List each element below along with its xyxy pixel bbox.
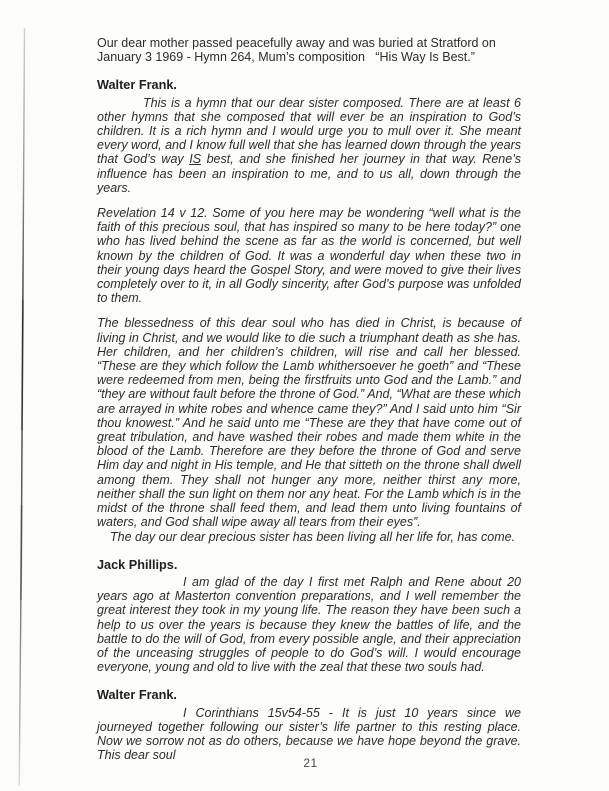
walter-hymn-paragraph [97,96,521,195]
walter-hymn-text-post: best, and she finished her journey in that way. Rene’s influence has been an inspiration to me, and to us all, down through the years. [97,152,521,195]
intro-paragraph [97,36,521,64]
intro-line-1: Our dear mother passed peacefully away and was buried at Stratford on [97,36,496,50]
speaker-heading-walter-1: Walter Frank. [97,78,177,93]
closing-line: The day our dear precious sister has been living all her life for, has come. [110,529,516,544]
text-column [97,36,521,762]
intro-line-2: January 3 1969 - Hymn 264, Mum’s composition “His Way Is Best.” [97,50,475,65]
walter-hymn-text-pre: This is a hymn that our dear sister composed. There are at least 6 other hymns that she composed that will ever be an inspiration to God’s children. It is a rich hymn and I would urge you to mull over it. She meant every word, and I know full well that she has learned down through the years that God’s way [97,95,521,167]
page-number: 21 [303,756,318,770]
speaker-heading-jack: Jack Phillips. [97,557,178,572]
blessedness-paragraph: The blessedness of this dear soul who has died in Christ, is because of living in Christ, and we would like to die such a triumphant death as she has. Her children, and her children’s children, will rise and call her blessed. “These are they which follow the Lamb whithersoever he goeth” and “These were redeemed from men, being the firstfruits unto God and the Lamb.” and “they are without fault before the throne of God.” And, “What are these which are arrayed in white robes and whence came they?” And I said unto him “Sir thou knowest.” And he said unto me “These are they that have come out of great tribulation, and have washed their robes and made them white in the blood of the Lamb. Therefore are they before the throne of God and serve Him day and night in His temple, and He that sitteth on the throne shall dwell among them. They shall not hunger any more, neither thirst any more, neither shall the sun light on them nor any heat. For the Lamb which is in the midst of the throne shall feed them, and lead them unto living fountains of waters, and God shall wipe away all tears from their eyes”. [97,316,521,530]
speaker-heading-walter-2: Walter Frank. [97,688,177,703]
underlined-word: IS [189,152,202,167]
revelation-paragraph: Revelation 14 v 12. Some of you here may be wondering “well what is the faith of this precious soul, that has inspired so many to be here today?” one who has lived behind the scene as far as the world is concerned, but well known by the children of God. It was a wonderful day when these two in their young days heard the Gospel Story, and were moved to give their lives completely over to it, in all Godly sincerity, after God’s purpose was unfolded to them. [97,206,521,306]
corinthians-paragraph: I Corinthians 15v54-55 - It is just 10 years since we journeyed together following our sister’s life partner to this resting place. Now we sorrow not as do others, because we have hope beyond the grave. This dear soul [97,705,521,763]
jack-tribute-paragraph: I am glad of the day I first met Ralph and Rene about 20 years ago at Masterton convention preparations, and I well remember the great interest they took in my young life. The reason they have been such a help to us over the years is because they knew the battles of life, and the battle to do the will of God, from every possible angle, and their appreciation of the unceasing struggles of people to do God’s will. I would encourage everyone, young and old to live with the zeal that these two souls had. [97,574,521,675]
